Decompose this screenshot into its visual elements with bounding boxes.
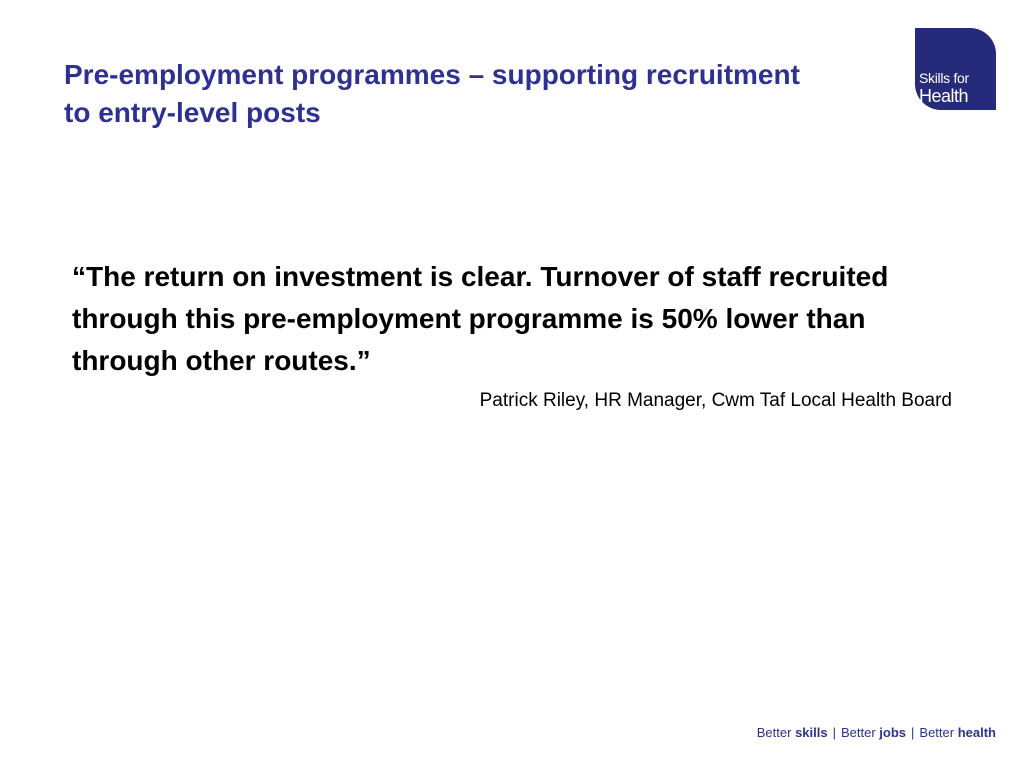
quote-block: [72, 256, 952, 414]
tagline-item-skills: Better skills: [756, 725, 828, 740]
quote-text: “The return on investment is clear. Turnover of staff recruited through this pre-employment programme is 50% lower than through other routes.”: [72, 261, 889, 376]
skills-for-health-logo: [915, 28, 996, 110]
tagline-item-jobs: Better jobs: [840, 725, 907, 740]
tagline-separator: |: [832, 725, 836, 740]
quote-attribution: Patrick Riley, HR Manager, Cwm Taf Local Health Board: [479, 390, 952, 411]
slide-title: Pre-employment programmes – supporting recruitment to entry-level posts: [64, 59, 800, 128]
tagline-item-health: Better health: [919, 725, 996, 740]
logo-text-line2: Health: [919, 86, 969, 106]
footer-tagline: [757, 724, 996, 742]
tagline-separator: |: [911, 725, 915, 740]
logo-text-line1: Skills for: [919, 70, 969, 86]
